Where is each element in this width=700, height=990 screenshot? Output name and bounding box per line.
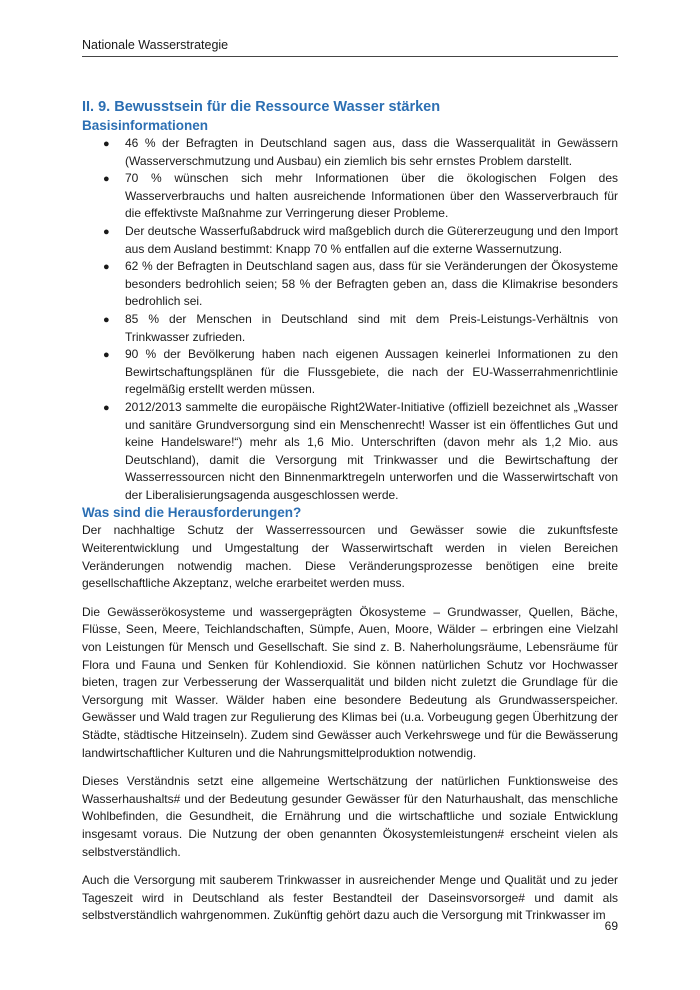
bullet-icon: ● <box>103 261 110 274</box>
bullet-item <box>82 170 618 223</box>
section-title: II. 9. Bewusstsein für die Ressource Wasser stärken <box>82 99 441 115</box>
bullet-text: 85 % der Menschen in Deutschland sind mit dem Preis-Leistungs-Verhältnis von Trinkwasser zufrieden. <box>125 311 618 344</box>
basis-heading: Basisinformationen <box>82 118 209 133</box>
bullet-item <box>82 223 618 258</box>
page-number: 69 <box>604 919 618 933</box>
bullet-icon: ● <box>103 313 110 326</box>
basis-bullet-list <box>82 135 618 504</box>
body-paragraph: Auch die Versorgung mit sauberem Trinkwasser in ausreichender Menge und Qualität und zu jeder Tageszeit wird in Deutschland als fester Bestandteil der Daseinsvorsorge# und damit als selbstverständlich wahrgenommen. Zukünftig gehört dazu auch die Versorgung mit Trinkwasser im <box>82 873 618 923</box>
bullet-text: 62 % der Befragten in Deutschland sagen aus, dass für sie Veränderungen der Ökosysteme besonders bedrohlich seien; 58 % der Befragten geben an, dass die Klimakrise besonders bedrohlich sei. <box>125 259 618 309</box>
bullet-icon: ● <box>103 173 110 186</box>
bullet-text: 90 % der Bevölkerung haben nach eigenen Aussagen keinerlei Informationen zu den Bewirtschaftungsplänen für die Flussgebiete, die nach der EU-Wasserrahmenrichtlinie regelmäßig erstellt werden müssen. <box>125 347 618 397</box>
bullet-icon: ● <box>103 349 110 362</box>
challenges-heading: Was sind die Herausforderungen? <box>82 505 302 521</box>
bullet-item <box>82 311 618 346</box>
body-paragraph: Der nachhaltige Schutz der Wasserressourcen und Gewässer sowie die zukunftsfeste Weiterentwicklung und Umgestaltung der Wasserwirtschaft werden in vielen Bereichen Veränderungen notwendig machen. Diese Veränderungsprozesse benötigen eine breite gesellschaftliche Akzeptanz, welche erarbeitet werden muss. <box>82 523 618 591</box>
bullet-icon: ● <box>103 225 110 238</box>
bullet-icon: ● <box>103 138 110 150</box>
bullet-text: 70 % wünschen sich mehr Informationen über die ökologischen Folgen des Wasserverbrauchs und halten ausreichende Informationen über den Wasserverbrauch für die effektivste Maßnahme zur Verringerung dieser Probleme. <box>125 171 618 221</box>
bullet-item <box>82 135 618 170</box>
bullet-item <box>82 399 618 505</box>
body-paragraph: Dieses Verständnis setzt eine allgemeine Wertschätzung der natürlichen Funktionsweise des Wasserhaushalts# und der Bedeutung gesunder Gewässer für den Naturhaushalt, das menschliche Wohlbefinden, die Gesundheit, die Ernährung und die wirtschaftliche und soziale Entwicklung insgesamt voraus. Die Nutzung der oben genannten Ökosystemleistungen# erscheint vielen als selbstverständlich. <box>82 774 618 859</box>
running-header: Nationale Wasserstrategie <box>82 38 618 57</box>
bullet-item <box>82 258 618 311</box>
bullet-text: Der deutsche Wasserfußabdruck wird maßgeblich durch die Gütererzeugung und den Import aus dem Ausland bestimmt: Knapp 70 % entfallen auf die externe Wassernutzung. <box>125 223 618 256</box>
page-content <box>82 98 618 936</box>
body-paragraph: Die Gewässerökosysteme und wassergeprägten Ökosysteme – Grundwasser, Quellen, Bäche, Flüsse, Seen, Meere, Teichlandschaften, Sümpfe, Auen, Moore, Wälder – erbringen eine Vielzahl von Leistungen für Mensch und Gesellschaft. Sie sind z. B. Naherholungsräume, Lebensräume für Flora und Fauna und Senken für Kohlendioxid. Sie können natürlichen Schutz vor Hochwasser bieten, tragen zur Verbesserung der Wasserqualität und bilden nicht zuletzt die Grundlage für die Versorgung mit Wasser. Wälder haben eine besondere Bedeutung als Grundwasserspeicher. Gewässer und Wald tragen zur Regulierung des Klimas bei (u.a. Vorbeugung gegen Überhitzung der Städte, städtische Hitzeinseln). Zudem sind Gewässer auch Verkehrswege und für die Bewässerung landwirtschaftlicher Kulturen und die Nahrungsmittelproduktion notwendig. <box>82 604 618 760</box>
bullet-text: 46 % der Befragten in Deutschland sagen aus, dass die Wasserqualität in Gewässern (Wasserverschmutzung und Ausbau) ein ziemlich bis sehr ernstes Problem darstellt. <box>125 136 618 168</box>
bullet-icon: ● <box>103 401 110 414</box>
bullet-item <box>82 346 618 399</box>
bullet-text: 2012/2013 sammelte die europäische Right2Water-Initiative (offiziell bezeichnet als „Wasser und sanitäre Grundversorgung sind ein Menschenrecht! Wasser ist ein öffentliches Gut und keine Handelsware!“) mehr als 1,6 Mio. Unterschriften (davon mehr als 1,2 Mio. aus Deutschland), damit die Versorgung mit Trinkwasser und die Bewirtschaftung der Wasserressourcen nicht den Binnenmarktregeln unterworfen und die Wasserwirtschaft von der Liberalisierungsagenda ausgeschlossen werde. <box>125 399 618 502</box>
